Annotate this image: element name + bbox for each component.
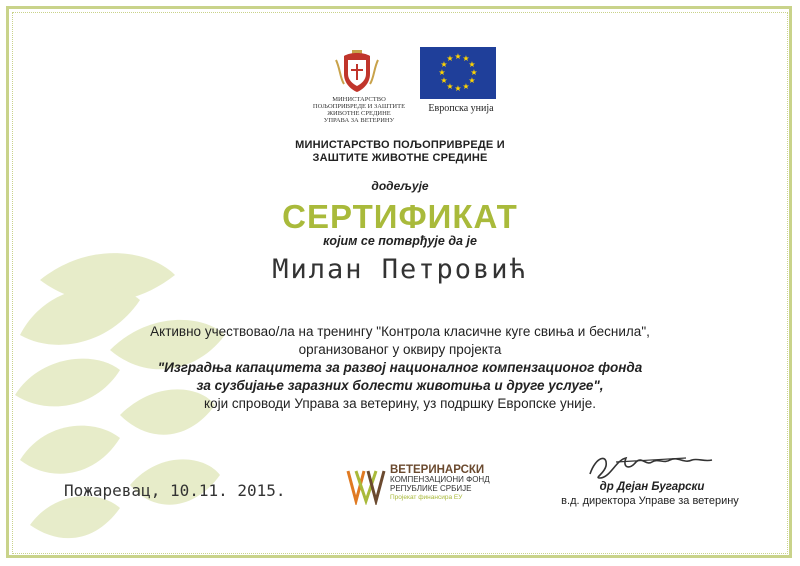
body-line: Активно учествовао/ла на тренингу "Контрола класичне куге свиња и беснила", xyxy=(150,324,650,339)
ministry-logo-caption xyxy=(303,96,415,124)
ministry-name-line2: ЗАШТИТЕ ЖИВОТНЕ СРЕДИНЕ xyxy=(312,152,488,164)
ministry-logo-line: ЖИВОТНЕ СРЕДИНЕ xyxy=(327,110,391,117)
eu-caption: Европска унија xyxy=(428,103,494,114)
handwritten-signature-icon xyxy=(586,448,716,484)
veterinary-fund-logo-text xyxy=(390,466,490,502)
svg-text:★: ★ xyxy=(440,60,448,69)
svg-text:★: ★ xyxy=(440,76,448,85)
certificate-subtitle: којим се потврђује да је xyxy=(323,234,477,248)
svg-text:★: ★ xyxy=(454,52,462,61)
signer-role: в.д. директора Управе за ветерину xyxy=(561,495,739,507)
svg-text:★: ★ xyxy=(468,76,476,85)
svg-text:★: ★ xyxy=(454,84,462,93)
ministry-name-line1: МИНИСТАРСТВО ПОЉОПРИВРЕДЕ И xyxy=(295,139,505,151)
svg-text:★: ★ xyxy=(468,60,476,69)
svg-text:★: ★ xyxy=(438,68,446,77)
ministry-name xyxy=(0,139,800,165)
recipient-name: Милан Петровић xyxy=(272,254,528,285)
svg-text:★: ★ xyxy=(462,54,470,63)
signer-name: др Дејан Бугарски xyxy=(599,481,705,493)
svg-text:★: ★ xyxy=(462,82,470,91)
svg-text:★: ★ xyxy=(446,54,454,63)
fund-title: ВЕТЕРИНАРСКИ xyxy=(390,464,485,476)
svg-text:★: ★ xyxy=(470,68,478,77)
svg-text:★: ★ xyxy=(446,82,454,91)
body-line: који спроводи Управа за ветерину, уз подршку Европске уније. xyxy=(204,396,596,411)
ministry-logo-line: ПОЉОПРИВРЕДЕ И ЗАШТИТЕ xyxy=(312,103,406,110)
fund-note: Пројекат финансира ЕУ xyxy=(390,494,463,501)
eu-flag-icon xyxy=(420,47,496,99)
certificate-body xyxy=(0,323,800,413)
ministry-logo-line: МИНИСТАРСТВО xyxy=(332,96,386,103)
certificate-title: СЕРТИФИКАТ xyxy=(282,198,518,235)
project-name-line: "Изградња капацитета за развој националног компензационог фонда xyxy=(157,360,643,375)
fund-line: КОМПЕНЗАЦИОНИ ФОНД xyxy=(390,475,490,484)
project-name-line: за сузбијање заразних болести животиња и друге услуге", xyxy=(196,378,604,393)
awards-text: додељује xyxy=(371,179,429,193)
fund-line: РЕПУБЛИКЕ СРБИЈЕ xyxy=(390,484,472,493)
veterinary-fund-logo-icon xyxy=(346,467,386,505)
serbia-coat-of-arms-icon xyxy=(322,48,392,96)
ministry-logo-line: УПРАВА ЗА ВЕТЕРИНУ xyxy=(323,117,395,124)
body-line: организованог у оквиру пројекта xyxy=(298,342,502,357)
place-and-date: Пожаревац, 10.11. 2015. xyxy=(64,481,286,500)
